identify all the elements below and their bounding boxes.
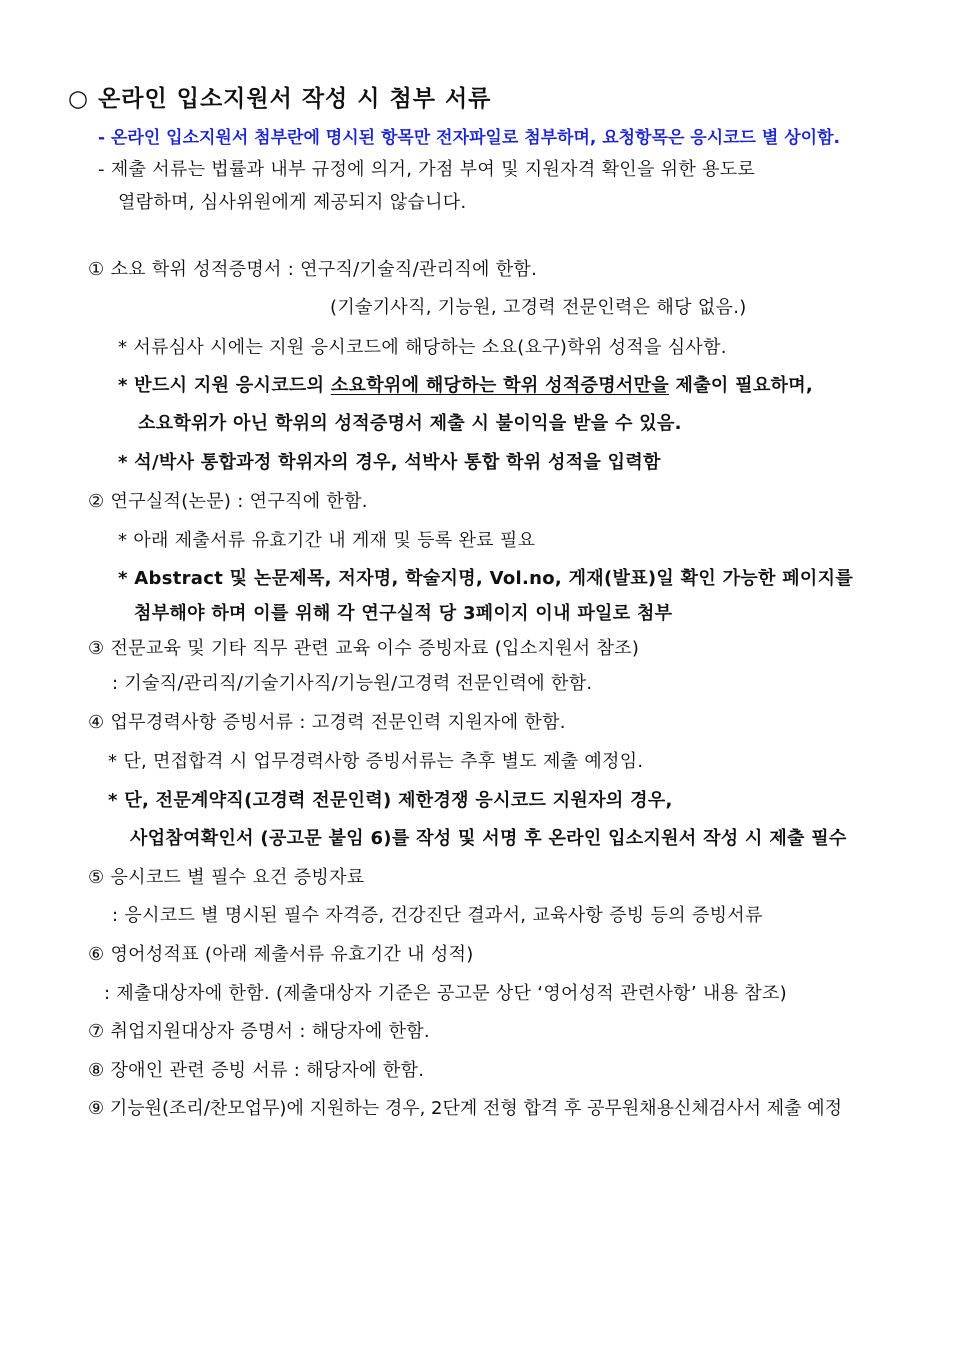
item-1-note-1: * 서류심사 시에는 지원 응시코드에 해당하는 소요(요구)학위 성적을 심사함. <box>118 337 727 358</box>
item-4-note-2-cont: 사업참여확인서 (공고문 붙임 6)를 작성 및 서명 후 온라인 입소지원서 작성 시 제출 필수 <box>130 828 847 849</box>
item-1-note-3: * 석/박사 통합과정 학위자의 경우, 석박사 통합 학위 성적을 입력함 <box>118 452 661 473</box>
item-5-scope: : 응시코드 별 명시된 필수 자격증, 건강진단 결과서, 교육사항 증빙 등의 증빙서류 <box>112 905 763 926</box>
item-4-heading: ④ 업무경력사항 증빙서류 : 고경력 전문인력 지원자에 한함. <box>88 712 566 733</box>
item-4-note-2: * 단, 전문계약직(고경력 전문인력) 제한경쟁 응시코드 지원자의 경우, <box>108 790 673 811</box>
item-3-heading: ③ 전문교육 및 기타 직무 관련 교육 이수 증빙자료 (입소지원서 참조) <box>88 638 640 659</box>
item-6-scope: : 제출대상자에 한함. (제출대상자 기준은 공고문 상단 ‘영어성적 관련사항’ 내용 참조) <box>104 983 787 1004</box>
item-1-note-2 <box>118 374 813 398</box>
item-7-heading: ⑦ 취업지원대상자 증명서 : 해당자에 한함. <box>88 1021 430 1042</box>
item-8-heading: ⑧ 장애인 관련 증빙 서류 : 해당자에 한함. <box>88 1060 425 1081</box>
item-1-heading: ① 소요 학위 성적증명서 : 연구직/기술직/관리직에 한함. <box>88 259 538 280</box>
item-4-note-1: * 단, 면접합격 시 업무경력사항 증빙서류는 추후 별도 제출 예정임. <box>108 751 644 772</box>
item-2-heading: ② 연구실적(논문) : 연구직에 한함. <box>88 491 368 512</box>
item-3-scope: : 기술직/관리직/기술기사직/기능원/고경력 전문인력에 한함. <box>112 673 593 694</box>
item-2-note-2: * Abstract 및 논문제목, 저자명, 학술지명, Vol.no, 게재(발표)일 확인 가능한 페이지를 <box>118 568 854 589</box>
item-9-heading: ⑨ 기능원(조리/찬모업무)에 지원하는 경우, 2단계 전형 합격 후 공무원채용신체검사서 제출 예정 <box>88 1098 842 1119</box>
item-6-heading: ⑥ 영어성적표 (아래 제출서류 유효기간 내 성적) <box>88 944 474 965</box>
intro-note-2-cont: 열람하며, 심사위원에게 제공되지 않습니다. <box>118 192 467 213</box>
item-1-note-2-end: 제출이 필요하며, <box>668 375 814 396</box>
item-1-note-2-underlined: 소요학위에 해당하는 학위 성적증명서만을 <box>330 375 669 396</box>
section-title: ○ 온라인 입소지원서 작성 시 첨부 서류 <box>68 86 492 112</box>
item-1-note-2-start: * 반드시 지원 응시코드의 <box>118 375 331 396</box>
item-2-note-2-cont: 첨부해야 하며 이를 위해 각 연구실적 당 3페이지 이내 파일로 첨부 <box>134 603 673 624</box>
item-1-heading-cont: (기술기사직, 기능원, 고경력 전문인력은 해당 없음.) <box>330 297 747 318</box>
item-5-heading: ⑤ 응시코드 별 필수 요건 증빙자료 <box>88 867 365 888</box>
item-1-note-2-cont: 소요학위가 아닌 학위의 성적증명서 제출 시 불이익을 받을 수 있음. <box>138 413 682 434</box>
intro-note-1: - 온라인 입소지원서 첨부란에 명시된 항목만 전자파일로 첨부하며, 요청항목은 응시코드 별 상이함. <box>98 128 840 148</box>
intro-note-2: - 제출 서류는 법률과 내부 규정에 의거, 가점 부여 및 지원자격 확인을 위한 용도로 <box>98 159 756 180</box>
item-2-note-1: * 아래 제출서류 유효기간 내 게재 및 등록 완료 필요 <box>118 530 536 551</box>
